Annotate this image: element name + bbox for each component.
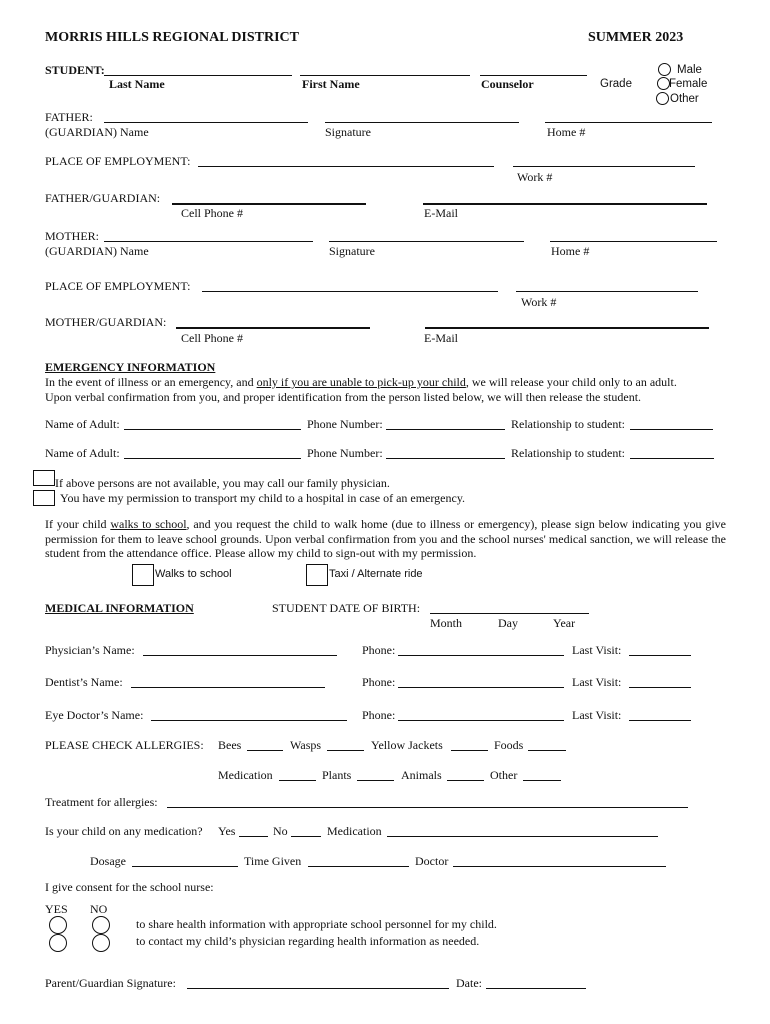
hospital-transport-label: You have my permission to transport my child to a hospital in case of an emergency. — [60, 491, 466, 505]
mother-employment-field[interactable] — [202, 291, 498, 292]
father-label: FATHER: — [45, 110, 93, 124]
dob-month-caption: Month — [430, 616, 463, 630]
allergy-animals-field[interactable] — [447, 780, 484, 781]
dosage-field[interactable] — [132, 866, 238, 867]
consent-no-header: NO — [90, 902, 108, 916]
allergies-label: PLEASE CHECK ALLERGIES: — [45, 738, 204, 752]
physician-field[interactable] — [143, 655, 337, 656]
adult2-name-field[interactable] — [124, 458, 301, 459]
adult2-phone-label: Phone Number: — [307, 446, 383, 460]
signature-date-field[interactable] — [486, 988, 586, 989]
gender-male-label: Male — [677, 64, 702, 76]
mother-cell-field[interactable] — [176, 327, 370, 329]
physician-last-visit-field[interactable] — [629, 655, 691, 656]
father-employment-field[interactable] — [198, 166, 494, 167]
allergy-animals-label: Animals — [401, 768, 442, 782]
allergy-foods-field[interactable] — [528, 750, 566, 751]
share-info-no-radio[interactable] — [92, 916, 110, 934]
adult2-relationship-label: Relationship to student: — [511, 446, 625, 460]
mother-email-caption: E-Mail — [424, 331, 458, 345]
mother-guardian-label: MOTHER/GUARDIAN: — [45, 315, 167, 329]
last-name-caption: Last Name — [109, 77, 165, 91]
allergy-wasps-field[interactable] — [327, 750, 364, 751]
dentist-field[interactable] — [131, 687, 325, 688]
family-physician-checkbox[interactable] — [33, 470, 55, 486]
adult2-phone-field[interactable] — [386, 458, 505, 459]
gender-other-label: Other — [670, 93, 699, 105]
eye-doctor-label: Eye Doctor’s Name: — [45, 708, 144, 722]
mother-home-field[interactable] — [550, 241, 717, 242]
dob-year-caption: Year — [553, 616, 576, 630]
allergy-other-label: Other — [490, 768, 518, 782]
treatment-field[interactable] — [167, 807, 688, 808]
dentist-phone-label: Phone: — [362, 675, 396, 689]
mother-email-field[interactable] — [425, 327, 709, 329]
mother-home-caption: Home # — [551, 244, 590, 258]
father-name-field[interactable] — [104, 122, 308, 123]
medical-heading: MEDICAL INFORMATION — [45, 601, 194, 615]
father-work-field[interactable] — [513, 166, 695, 167]
walks-to-school-label: Walks to school — [155, 568, 232, 580]
taxi-label: Taxi / Alternate ride — [329, 568, 423, 580]
counselor-field[interactable] — [480, 75, 587, 76]
consent-intro: I give consent for the school nurse: — [45, 880, 214, 894]
allergy-plants-field[interactable] — [357, 780, 394, 781]
dob-day-caption: Day — [498, 616, 518, 630]
adult2-name-label: Name of Adult: — [45, 446, 120, 460]
eye-doctor-last-visit-label: Last Visit: — [572, 708, 622, 722]
last-name-field[interactable] — [104, 75, 292, 76]
consent-yes-header: YES — [45, 902, 68, 916]
first-name-caption: First Name — [302, 77, 360, 91]
medication-no-label: No — [273, 824, 288, 838]
dentist-last-visit-field[interactable] — [629, 687, 691, 688]
eye-doctor-phone-field[interactable] — [398, 720, 564, 721]
mother-label: MOTHER: — [45, 229, 99, 243]
treatment-label: Treatment for allergies: — [45, 795, 158, 809]
dentist-phone-field[interactable] — [398, 687, 564, 688]
father-cell-caption: Cell Phone # — [181, 206, 243, 220]
dob-label: STUDENT DATE OF BIRTH: — [272, 601, 421, 615]
medication-no-field[interactable] — [291, 836, 321, 837]
dentist-label: Dentist’s Name: — [45, 675, 123, 689]
mother-cell-caption: Cell Phone # — [181, 331, 243, 345]
time-given-field[interactable] — [308, 866, 409, 867]
dob-field[interactable] — [430, 613, 589, 614]
doctor-label: Doctor — [415, 854, 449, 868]
eye-doctor-last-visit-field[interactable] — [629, 720, 691, 721]
allergy-medication-field[interactable] — [279, 780, 316, 781]
adult2-relationship-field[interactable] — [630, 458, 714, 459]
emergency-paragraph-line1: In the event of illness or an emergency, and only if you are unable to pick-up your child, we will release your child only to an adult. — [45, 375, 677, 389]
mother-name-field[interactable] — [104, 241, 313, 242]
physician-label: Physician’s Name: — [45, 643, 135, 657]
gender-female-label: Female — [669, 78, 708, 90]
father-email-caption: E-Mail — [424, 206, 458, 220]
medication-field[interactable] — [387, 836, 658, 837]
adult1-relationship-label: Relationship to student: — [511, 417, 625, 431]
student-label: STUDENT: — [45, 63, 105, 77]
physician-phone-field[interactable] — [398, 655, 564, 656]
father-cell-field[interactable] — [172, 203, 366, 205]
gender-other-radio[interactable] — [656, 92, 669, 105]
medication-yes-field[interactable] — [239, 836, 268, 837]
contact-physician-label: to contact my child’s physician regarding health information as needed. — [136, 934, 480, 948]
allergy-plants-label: Plants — [322, 768, 352, 782]
contact-physician-yes-radio[interactable] — [49, 934, 67, 952]
physician-phone-label: Phone: — [362, 643, 396, 657]
family-physician-label: If above persons are not available, you may call our family physician. — [55, 476, 390, 490]
dosage-label: Dosage — [90, 854, 126, 868]
father-work-caption: Work # — [517, 170, 553, 184]
taxi-checkbox[interactable] — [306, 564, 328, 586]
father-email-field[interactable] — [423, 203, 707, 205]
father-guardian-label: FATHER/GUARDIAN: — [45, 191, 161, 205]
allergy-other-field[interactable] — [523, 780, 561, 781]
eye-doctor-field[interactable] — [151, 720, 347, 721]
father-signature-caption: Signature — [325, 125, 371, 139]
mother-guardian-name-caption: (GUARDIAN) Name — [45, 244, 149, 258]
allergy-foods-label: Foods — [494, 738, 524, 752]
adult1-phone-label: Phone Number: — [307, 417, 383, 431]
physician-last-visit-label: Last Visit: — [572, 643, 622, 657]
mother-signature-field[interactable] — [329, 241, 524, 242]
medication-yes-label: Yes — [218, 824, 236, 838]
hospital-transport-checkbox[interactable] — [33, 490, 55, 506]
mother-signature-caption: Signature — [329, 244, 375, 258]
father-home-caption: Home # — [547, 125, 586, 139]
time-given-label: Time Given — [244, 854, 302, 868]
allergy-bees-label: Bees — [218, 738, 242, 752]
contact-physician-no-radio[interactable] — [92, 934, 110, 952]
adult1-name-label: Name of Adult: — [45, 417, 120, 431]
eye-doctor-phone-label: Phone: — [362, 708, 396, 722]
first-name-field[interactable] — [300, 75, 470, 76]
adult1-phone-field[interactable] — [386, 429, 505, 430]
gender-male-radio[interactable] — [658, 63, 671, 76]
mother-employment-label: PLACE OF EMPLOYMENT: — [45, 279, 191, 293]
medication-label: Medication — [327, 824, 382, 838]
allergy-medication-label: Medication — [218, 768, 273, 782]
guardian-signature-field[interactable] — [187, 988, 449, 989]
walks-to-school-checkbox[interactable] — [132, 564, 154, 586]
walk-paragraph: If your child walks to school, and you request the child to walk home (due to illness or emergency), please sign below indicating you give permission for them to leave school grounds. Upon verbal confirmation from you and the school nurses' medical sanction, we will release the student from the attendance office. Please allow my child to sign-out with my permission. — [45, 517, 726, 560]
district-title: MORRIS HILLS REGIONAL DISTRICT — [45, 30, 300, 45]
share-info-label: to share health information with appropriate school personnel for my child. — [136, 917, 497, 931]
guardian-signature-label: Parent/Guardian Signature: — [45, 976, 176, 990]
father-guardian-name-caption: (GUARDIAN) Name — [45, 125, 149, 139]
father-signature-field[interactable] — [325, 122, 519, 123]
emergency-heading: EMERGENCY INFORMATION — [45, 360, 216, 374]
grade-caption: Grade — [600, 78, 632, 90]
adult1-relationship-field[interactable] — [630, 429, 713, 430]
session-title: SUMMER 2023 — [588, 30, 684, 45]
allergy-yellow-jackets-field[interactable] — [451, 750, 488, 751]
dentist-last-visit-label: Last Visit: — [572, 675, 622, 689]
doctor-field[interactable] — [453, 866, 666, 867]
allergy-bees-field[interactable] — [247, 750, 283, 751]
mother-work-field[interactable] — [516, 291, 698, 292]
emergency-paragraph-line2: Upon verbal confirmation from you, and proper identification from the person listed below, we will then release the student. — [45, 390, 642, 404]
father-home-field[interactable] — [545, 122, 712, 123]
allergy-yellow-jackets-label: Yellow Jackets — [371, 738, 443, 752]
allergy-wasps-label: Wasps — [290, 738, 322, 752]
counselor-caption: Counselor — [481, 77, 534, 91]
signature-date-label: Date: — [456, 976, 482, 990]
father-employment-label: PLACE OF EMPLOYMENT: — [45, 154, 191, 168]
adult1-name-field[interactable] — [124, 429, 301, 430]
mother-work-caption: Work # — [521, 295, 557, 309]
medication-question: Is your child on any medication? — [45, 824, 203, 838]
share-info-yes-radio[interactable] — [49, 916, 67, 934]
